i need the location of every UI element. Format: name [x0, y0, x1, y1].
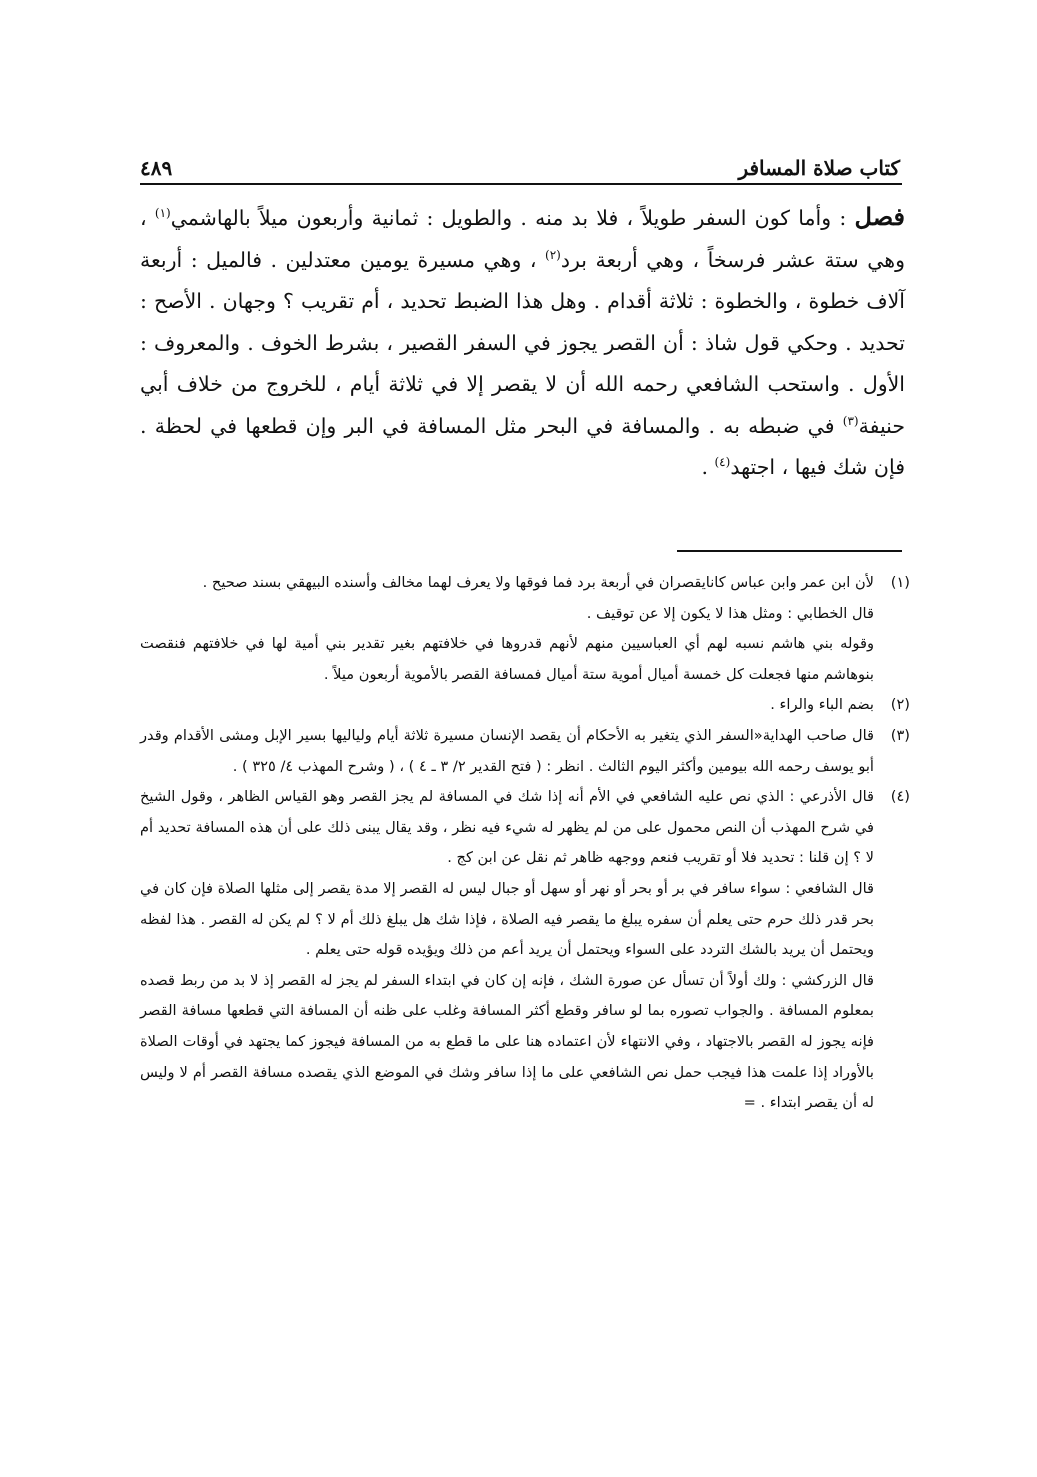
footnote-number: (٢) — [890, 696, 910, 714]
page-number: ٤٨٩ — [140, 156, 173, 180]
footnote-paragraph: قال الزركشي : ولك أولاً أن تسأل عن صورة الشك ، فإنه إن كان في ابتداء السفر لم يجز له القصر إذ لا بد من ربط قصده بمعلوم المسافة . والجواب تصوره بما لو سافر وقطع أكثر المسافة وغلب على ظنه أن المسافة التي قطعها مسافة القصر فإنه يجوز له القصر بالاجتهاد ، وفي الانتهاء لأن اعتماده هنا على ما قطع به من المسافة فيجوز كما يجتهد في أوقات الصلاة بالأوراد إذا علمت هذا فيجب حمل نص الشافعي على ما إذا سافر وشك في الموضع الذي يقصده مسافة القصر أم لا وليس له أن يقصر ابتداء . = — [140, 971, 874, 1112]
main-text-segment: ، وهي مسيرة يومين معتدلين . فالميل : أربعة آلاف خطوة ، والخطوة : ثلاثة أقدام . وهل هذا الضبط تحديد ، أم تقريب ؟ وجهان . الأصح : تحديد . وحكي قول شاذ : أن القصر يجوز في السفر القصير ، بشرط الخوف . والمعروف : الأول . واستحب الشافعي رحمه الله أن لا يقصر إلا في ثلاثة أيام ، للخروج من خلاف أبي حنيفة — [140, 247, 905, 438]
footnote-number: (٤) — [890, 788, 910, 806]
footnotes — [140, 568, 910, 1119]
footnote-body — [140, 721, 874, 782]
main-text — [140, 196, 905, 489]
main-text-segment: : وأما كون السفر طويلاً ، فلا بد منه . والطويل : ثمانية وأربعون ميلاً بالهاشمي — [170, 206, 855, 230]
footnote-paragraph: قال الشافعي : سواء سافر في بر أو بحر أو نهر أو سهل أو جبال ليس له القصر إلا مدة يقصر إلى مثلها الصلاة فإن كان في بحر قدر ذلك حرم حتى يعلم أن سفره يبلغ ما يقصر فيه الصلاة ، فإذا شك هل يبلغ ذلك أم لا ؟ لم يكن له القصر . هذا لفظه ويحتمل أن يريد بالشك التردد على السواء ويحتمل أن يريد أعم من ذلك ويؤيده قوله حتى يعلم . — [140, 879, 874, 959]
footnote-paragraph: قال الخطابي : ومثل هذا لا يكون إلا عن توقيف . — [586, 604, 874, 622]
footnote-1 — [140, 568, 910, 690]
footnote-separator — [677, 550, 902, 552]
footnote-number: (٣) — [890, 726, 910, 744]
footnote-ref-1: (١) — [154, 206, 171, 221]
footnote-paragraph: لأن ابن عمر وابن عباس كانايقصران في أربعة برد فما فوقها ولا يعرف لهما مخالف وأسنده البيهقي بسند صحيح . — [202, 574, 874, 591]
section-lead: فصل — [854, 202, 905, 231]
running-title: كتاب صلاة المسافر — [738, 156, 900, 180]
footnote-ref-3: (٣) — [842, 413, 859, 428]
footnote-paragraph: وقوله بني هاشم نسبه لهم أي العباسيين منهم لأنهم قدروها في خلافتهم بغير تقدير بني أمية لها في خلافتهم فنقصت بنوهاشم منها فجعلت كل خمسة أميال أموية ستة أميال فمسافة القصر بالأموية أربعون ميلاً . — [140, 635, 874, 683]
footnote-ref-2: (٢) — [545, 247, 561, 262]
main-text-segment: ، وهي ستة عشر فرسخاً ، وهي أربعة برد — [140, 206, 905, 272]
page-header — [140, 140, 900, 180]
footnote-3 — [140, 721, 910, 782]
footnote-4 — [140, 782, 910, 1119]
footnote-paragraph: بضم الباء والراء . — [770, 696, 874, 714]
footnote-number: (١) — [890, 574, 910, 591]
main-paragraph — [140, 196, 905, 489]
header-rule — [140, 183, 902, 185]
footnote-ref-4: (٤) — [714, 455, 731, 470]
main-text-segment: في ضبطه به . والمسافة في البحر مثل المسافة في البر وإن قطعها في لحظة . فإن شك فيها ، اجتهد — [140, 413, 905, 479]
footnote-paragraph: قال الأذرعي : الذي نص عليه الشافعي في الأم أنه إذا شك في المسافة لم يجز القصر وهو القياس الظاهر ، وقول الشيخ في شرح المهذب أن النص محمول على من لم يظهر له شيء فيه نظر ، وقد يقال يبنى ذلك على أن هذه المسافة تحديد أم لا ؟ إن قلنا : تحديد فلا أو تقريب فنعم ووجهه ظاهر ثم نقل عن ابن كج . — [140, 788, 874, 867]
main-text-segment: . — [701, 455, 715, 479]
footnote-body — [140, 568, 874, 690]
footnote-body — [140, 690, 874, 721]
footnote-paragraph: قال صاحب الهداية«السفر الذي يتغير به الأحكام أن يقصد الإنسان مسيرة ثلاثة أيام ولياليها بسير الإبل ومشى الأقدام وقدر أبو يوسف رحمه الله بيومين وأكثر اليوم الثالث . انظر : ( فتح القدير ٢/ ٣ ـ ٤ ) ، ( وشرح المهذب ٤/ ٣٢٥ ) . — [140, 726, 874, 775]
footnote-body — [140, 782, 874, 1119]
footnote-2 — [140, 690, 910, 721]
